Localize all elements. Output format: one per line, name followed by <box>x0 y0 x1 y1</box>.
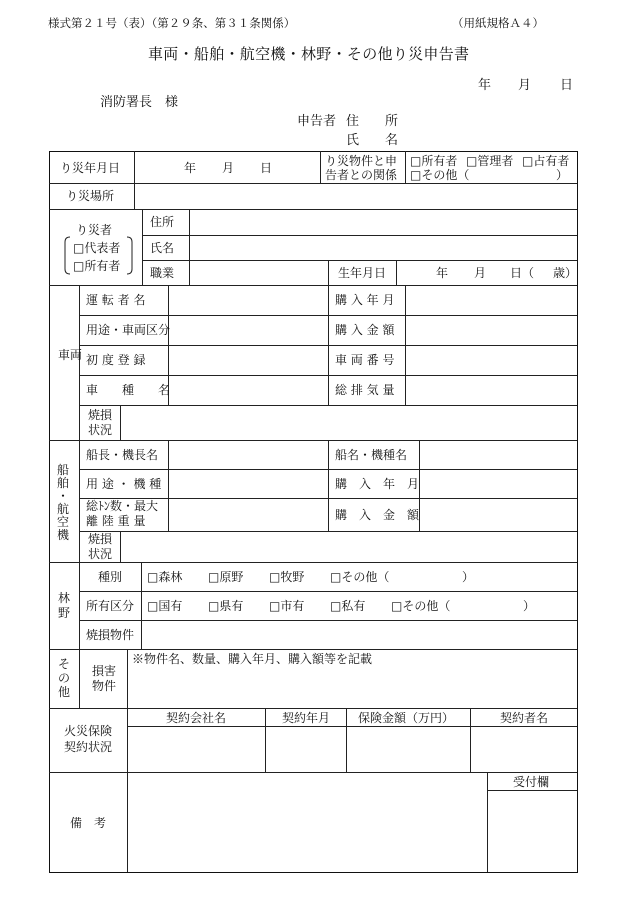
other-section-char2: の <box>58 671 71 685</box>
ship-purchase-date-label: 購 入 年 月 <box>335 477 420 491</box>
other-section-char1: そ <box>58 657 71 671</box>
remarks-label: 備 考 <box>70 816 107 830</box>
disaster-date-year: 年 <box>184 161 197 175</box>
vehicle-section-char1: 車両 <box>58 348 83 362</box>
ship-name-label: 船名・機種名 <box>335 448 408 462</box>
disaster-place-field[interactable] <box>136 185 575 207</box>
insurance-label-1: 火災保険 <box>64 724 113 738</box>
ship-section-char: ・ <box>57 489 70 503</box>
ship-section-char: 舶 <box>57 476 70 490</box>
header-date-month: 月 <box>518 78 532 93</box>
reception-label: 受付欄 <box>513 775 550 789</box>
victim-address-label: 住所 <box>150 215 175 229</box>
insurance-label-2: 契約状況 <box>64 740 113 754</box>
insurance-col-holder: 契約者名 <box>500 711 549 725</box>
ship-section-char: 空 <box>57 515 70 529</box>
other-damage-label-1: 損害 <box>92 664 117 678</box>
insurance-col-date: 契約年月 <box>282 711 331 725</box>
relation-label-line2: 告者との関係 <box>325 168 398 182</box>
victim-label: り災者 <box>76 223 113 237</box>
victim-birth-year: 年 <box>436 266 449 280</box>
forest-type-other-checkbox[interactable]: □その他（ <box>330 570 390 584</box>
victim-owner-checkbox[interactable]: □所有者 <box>73 259 121 273</box>
forest-type-pasture-checkbox[interactable]: □牧野 <box>269 570 305 584</box>
form-number: 様式第２１号（表）（第２９条、第３１条関係） <box>48 16 296 30</box>
ship-section-char: 機 <box>57 528 70 542</box>
declarant-name-label: 氏 名 <box>346 133 399 148</box>
forest-section-char1: 林 <box>58 591 71 605</box>
declarant-address-label: 住 所 <box>346 114 399 129</box>
relation-occupant-checkbox[interactable]: □占有者 <box>522 154 570 168</box>
relation-other-close: ） <box>556 168 569 182</box>
victim-birth-day: 日（ <box>510 266 535 280</box>
header-date-year: 年 <box>478 78 492 93</box>
relation-other-checkbox[interactable]: □その他（ <box>410 168 470 182</box>
vehicle-driver-label: 運 転 者 名 <box>86 293 146 307</box>
vehicle-plate-number-label: 車 両 番 号 <box>335 353 395 367</box>
forest-ownership-municipal-checkbox[interactable]: □市有 <box>269 599 305 613</box>
vehicle-purchase-date-label: 購 入 年 月 <box>335 293 395 307</box>
victim-birth-month: 月 <box>474 266 487 280</box>
ship-tonnage-label-2: 離 陸 重 量 <box>86 514 146 528</box>
forest-section-char2: 野 <box>58 606 71 620</box>
ship-damage-label-2: 状況 <box>88 547 113 561</box>
ship-purchase-price-label: 購 入 金 額 <box>335 508 420 522</box>
insurance-col-amount: 保険金額（万円） <box>358 711 455 725</box>
forest-ownership-other-close: ） <box>523 599 536 613</box>
vehicle-model-label: 車 種 名 <box>86 383 171 397</box>
other-damage-label-2: 物件 <box>92 679 117 693</box>
ship-section-char: 船 <box>57 463 70 477</box>
other-note: ※物件名、数量、購入年月、購入額等を記載 <box>132 652 373 666</box>
relation-label-line1: り災物件と申 <box>325 154 398 168</box>
forest-ownership-private-checkbox[interactable]: □私有 <box>330 599 366 613</box>
victim-name-label: 氏名 <box>150 241 175 255</box>
vehicle-displacement-label: 総 排 気 量 <box>335 383 395 397</box>
ship-section-char: 航 <box>57 502 70 516</box>
vehicle-usage-label: 用途・車両区分 <box>86 323 171 337</box>
forest-type-label: 種別 <box>98 570 123 584</box>
insurance-col-company: 契約会社名 <box>166 711 227 725</box>
relation-owner-checkbox[interactable]: □所有者 <box>410 154 458 168</box>
victim-birth-label: 生年月日 <box>338 266 387 280</box>
victim-birth-age: 歳） <box>553 266 578 280</box>
vehicle-first-registration-label: 初 度 登 録 <box>86 353 146 367</box>
ship-tonnage-label-1: 総ﾄﾝ数・最大 <box>86 499 159 513</box>
disaster-date-label: り災年月日 <box>60 161 121 175</box>
forest-ownership-other-checkbox[interactable]: □その他（ <box>391 599 451 613</box>
ship-captain-label: 船長・機長名 <box>86 448 159 462</box>
forest-type-field-checkbox[interactable]: □原野 <box>208 570 244 584</box>
other-section-char3: 他 <box>58 685 71 699</box>
victim-representative-checkbox[interactable]: □代表者 <box>73 241 121 255</box>
forest-damaged-label: 焼損物件 <box>86 628 135 642</box>
ship-damage-label-1: 焼損 <box>88 532 113 546</box>
relation-manager-checkbox[interactable]: □管理者 <box>466 154 514 168</box>
vehicle-damage-label-2: 状況 <box>88 423 113 437</box>
disaster-place-label: り災場所 <box>66 189 115 203</box>
page-title: 車両・船舶・航空機・林野・その他り災申告書 <box>148 45 470 63</box>
vehicle-purchase-price-label: 購 入 金 額 <box>335 323 395 337</box>
forest-ownership-national-checkbox[interactable]: □国有 <box>147 599 183 613</box>
recipient: 消防署長 様 <box>100 95 179 110</box>
header-date-day: 日 <box>560 78 574 93</box>
victim-occupation-label: 職業 <box>150 266 175 280</box>
forest-ownership-label: 所有区分 <box>86 599 135 613</box>
declarant-label: 申告者 <box>297 114 337 129</box>
forest-type-other-close: ） <box>462 570 475 584</box>
disaster-date-month: 月 <box>222 161 235 175</box>
ship-usage-label: 用 途 ・ 機 種 <box>86 477 162 491</box>
forest-type-forest-checkbox[interactable]: □森林 <box>147 570 183 584</box>
paper-size: （用紙規格Ａ４） <box>452 16 544 30</box>
forest-ownership-prefectural-checkbox[interactable]: □県有 <box>208 599 244 613</box>
vehicle-damage-label-1: 焼損 <box>88 408 113 422</box>
disaster-date-day: 日 <box>260 161 273 175</box>
